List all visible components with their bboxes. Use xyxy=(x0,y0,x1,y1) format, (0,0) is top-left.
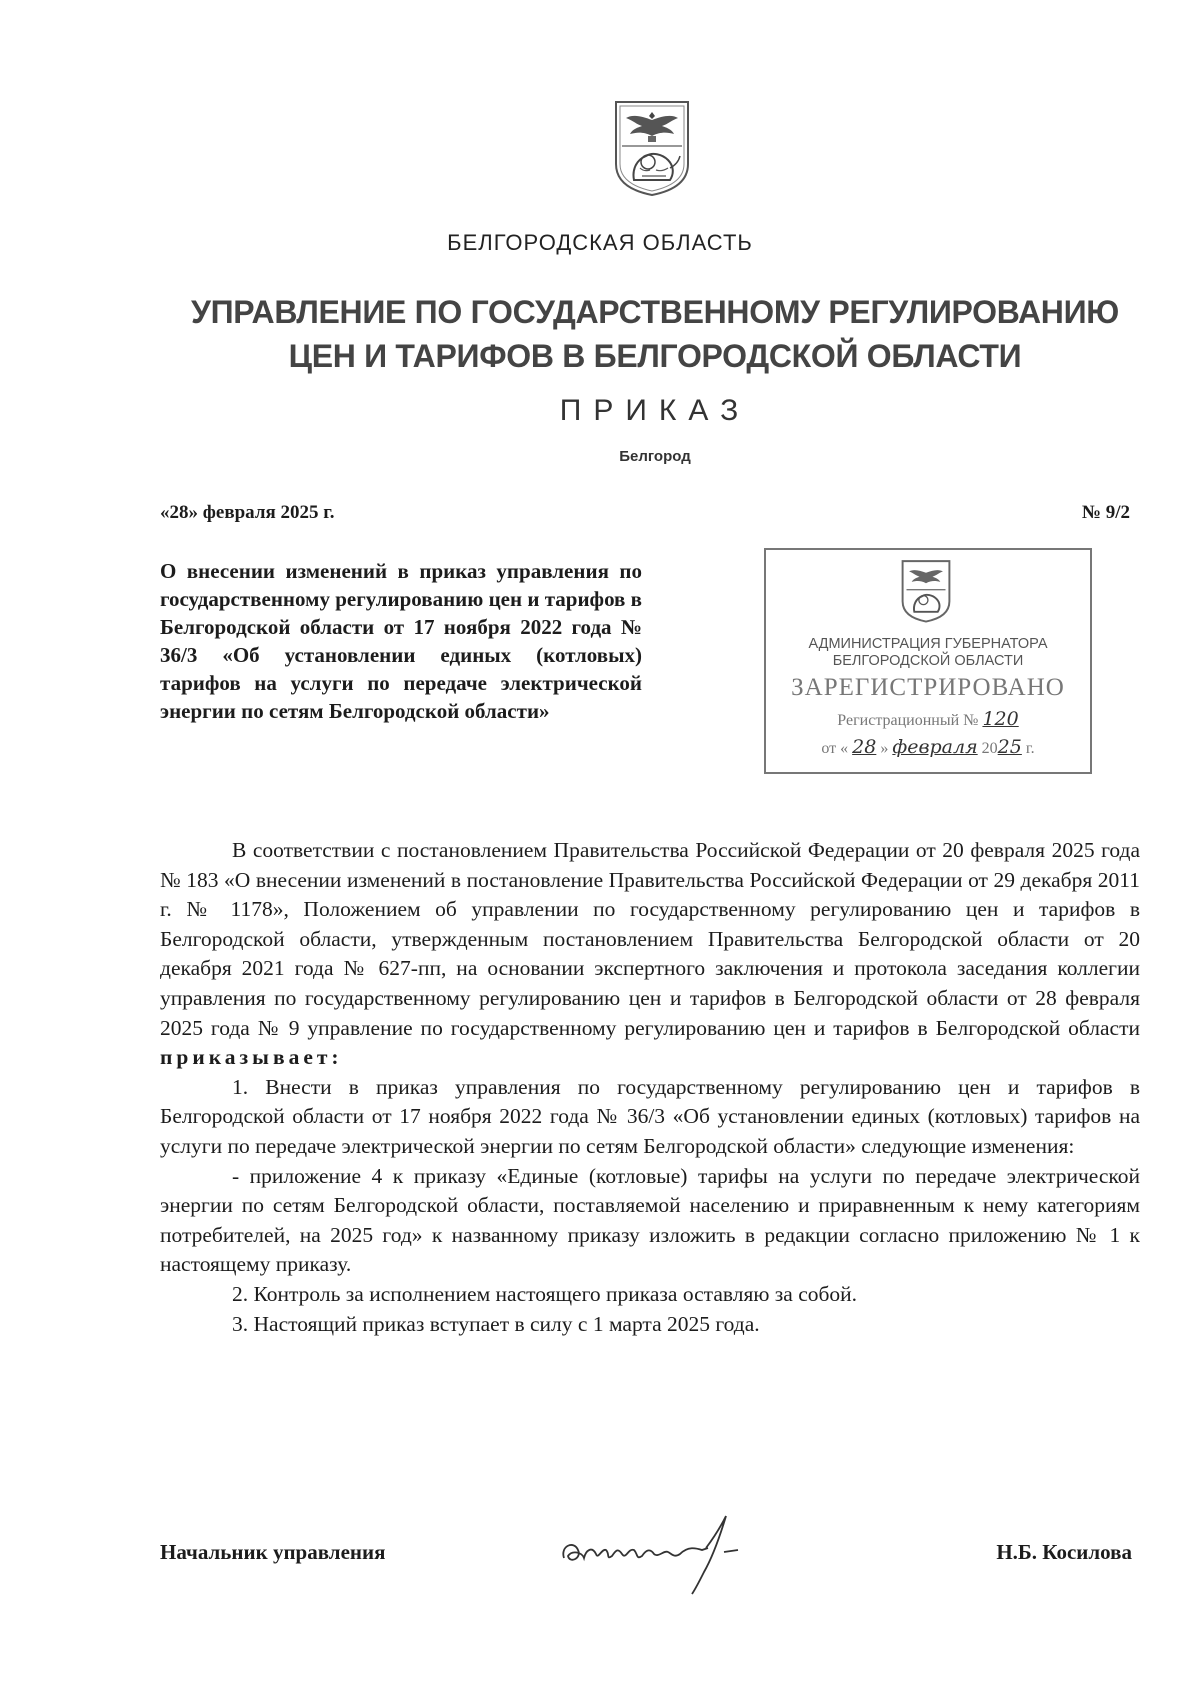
stamp-date-suffix: г. xyxy=(1025,740,1035,757)
orders-keyword: приказывает: xyxy=(160,1045,343,1070)
region-name: БЕЛГОРОДСКАЯ ОБЛАСТЬ xyxy=(447,230,753,255)
document-subject: О внесении изменений в приказ управления по государственному регулированию цен и тарифов в Белгородской области от 17 ноября 2022 года № 36/3 «Об установлении единых (котловых) тарифов на услуги по передаче электрической энергии по сетям Белгородской области» xyxy=(160,559,642,723)
authority-line-2: ЦЕН И ТАРИФОВ В БЕЛГОРОДСКОЙ ОБЛАСТИ xyxy=(288,338,1022,374)
document-type: ПРИКАЗ xyxy=(559,394,751,427)
belgorod-coat-of-arms-icon xyxy=(900,558,952,624)
document-date: «28» февраля 2025 г. xyxy=(160,502,335,523)
signer-title: Начальник управления xyxy=(160,1540,386,1564)
stamp-date-prefix: от « xyxy=(821,740,849,757)
stamp-date-year: 25 xyxy=(997,736,1022,758)
registration-stamp xyxy=(764,548,1092,774)
stamp-registration-number-line xyxy=(766,708,1090,730)
stamp-administration xyxy=(766,636,1090,670)
stamp-reg-label: Регистрационный № xyxy=(837,712,979,729)
authority-name xyxy=(0,290,1200,378)
stamp-date-year-prefix: 20 xyxy=(981,740,998,757)
item-2: 2. Контроль за исполнением настоящего приказа оставляю за собой. xyxy=(232,1281,858,1306)
authority-line-1: УПРАВЛЕНИЕ ПО ГОСУДАРСТВЕННОМУ РЕГУЛИРОВАНИЮ xyxy=(190,294,1119,330)
document-body xyxy=(160,836,1140,1339)
city: Белгород xyxy=(619,448,691,465)
stamp-date-month: февраля xyxy=(892,736,978,758)
stamp-reg-number: 120 xyxy=(982,708,1019,730)
belgorod-coat-of-arms-icon xyxy=(612,98,692,198)
stamp-admin-line-1: АДМИНИСТРАЦИЯ ГУБЕРНАТОРА xyxy=(808,636,1048,652)
stamp-date-mid: » xyxy=(880,740,889,757)
stamp-admin-line-2: БЕЛГОРОДСКОЙ ОБЛАСТИ xyxy=(832,653,1024,669)
preamble-text: В соответствии с постановлением Правительства Российской Федерации от 20 февраля 2025 года № 183 «О внесении изменений в постановление Правительства Российской Федерации от 29 декабря 2011 г. № 1178», Положением об управлении по государственному регулированию цен и тарифов в Белгородской области, утвержденным постановлением Правительства Белгородской области от 20 декабря 2021 года № 627-пп, на основании экспертного заключения и протокола заседания коллегии управления по государственному регулированию цен и тарифов в Белгородской области от 28 февраля 2025 года № 9 управление по государственному регулированию цен и тарифов в Белгородской области xyxy=(160,838,1140,1040)
item-1: 1. Внести в приказ управления по государственному регулированию цен и тарифов в Белгородской области от 17 ноября 2022 года № 36/3 «Об установлении единых (котловых) тарифов на услуги по передаче электрической энергии по сетям Белгородской области» следующие изменения: xyxy=(160,1074,1140,1158)
stamp-date-day: 28 xyxy=(852,736,877,758)
item-1-subitem: - приложение 4 к приказу «Единые (котловые) тарифы на услуги по передаче электрической энергии по сетям Белгородской области, поставляемой населению и приравненным к нему категориям потребителей, на 2025 год» к названному приказу изложить в редакции согласно приложению № 1 к настоящему приказу. xyxy=(160,1163,1140,1277)
signer-name: Н.Б. Косилова xyxy=(996,1540,1132,1564)
document-number: № 9/2 xyxy=(1081,502,1130,523)
item-3: 3. Настоящий приказ вступает в силу с 1 марта 2025 года. xyxy=(232,1311,760,1336)
handwritten-signature xyxy=(556,1506,766,1596)
preamble-paragraph xyxy=(160,836,1140,1073)
stamp-registered-label: ЗАРЕГИСТРИРОВАНО xyxy=(791,674,1065,701)
stamp-date-line xyxy=(766,736,1090,758)
